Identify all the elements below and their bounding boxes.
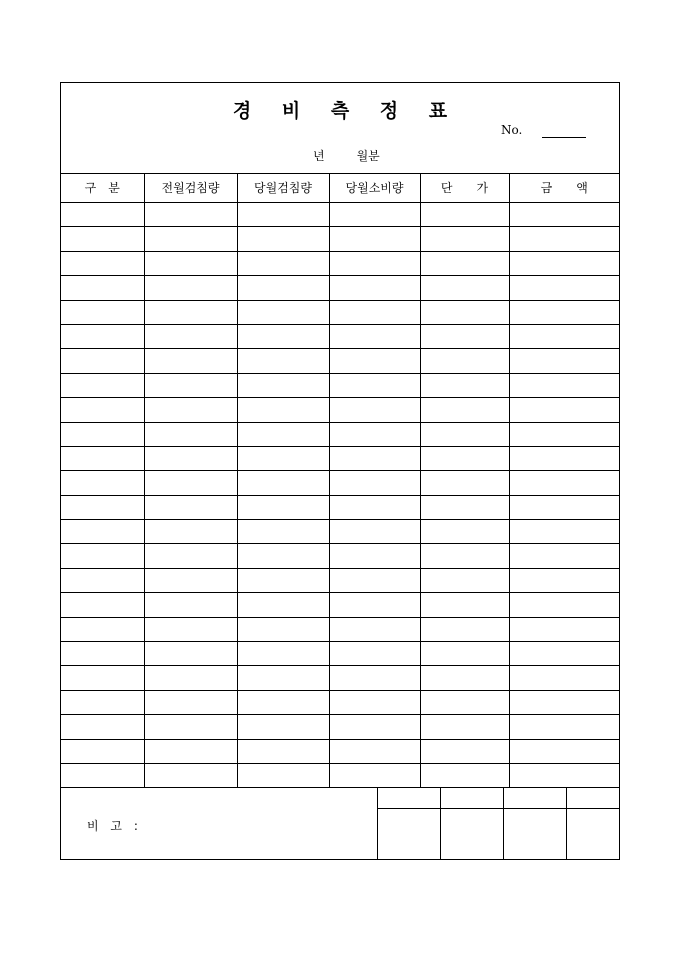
table-row: [61, 593, 619, 617]
cell-category[interactable]: [61, 276, 144, 300]
cell-consumption[interactable]: [329, 446, 420, 470]
cell-category[interactable]: [61, 739, 144, 763]
cell-consumption[interactable]: [329, 642, 420, 666]
table-row: [61, 398, 619, 422]
approval-divider: [377, 808, 619, 809]
cell-consumption[interactable]: [329, 349, 420, 373]
cell-previous-reading[interactable]: [144, 568, 237, 592]
table-row: [61, 446, 619, 470]
cell-current-reading[interactable]: [237, 203, 329, 227]
cell-unit-price[interactable]: [420, 227, 509, 251]
cell-current-reading[interactable]: [237, 373, 329, 397]
cell-current-reading[interactable]: [237, 690, 329, 714]
expense-measurement-form: [60, 82, 620, 860]
table-row: [61, 227, 619, 251]
cell-amount[interactable]: [509, 715, 619, 739]
cell-unit-price[interactable]: [420, 495, 509, 519]
cell-amount[interactable]: [509, 495, 619, 519]
cell-previous-reading[interactable]: [144, 617, 237, 641]
cell-previous-reading[interactable]: [144, 398, 237, 422]
period-label: [313, 147, 380, 164]
cell-current-reading[interactable]: [237, 251, 329, 275]
cell-previous-reading[interactable]: [144, 520, 237, 544]
approval-box-2[interactable]: [440, 787, 504, 859]
cell-category[interactable]: [61, 593, 144, 617]
cell-category[interactable]: [61, 446, 144, 470]
cell-current-reading[interactable]: [237, 398, 329, 422]
column-header-consumption: 당월소비량: [329, 173, 420, 203]
cell-unit-price[interactable]: [420, 593, 509, 617]
cell-consumption[interactable]: [329, 203, 420, 227]
cell-previous-reading[interactable]: [144, 471, 237, 495]
cell-current-reading[interactable]: [237, 300, 329, 324]
cell-consumption[interactable]: [329, 544, 420, 568]
cell-unit-price[interactable]: [420, 276, 509, 300]
cell-category[interactable]: [61, 715, 144, 739]
approval-box-1[interactable]: [377, 787, 441, 859]
cell-amount[interactable]: [509, 520, 619, 544]
cell-current-reading[interactable]: [237, 227, 329, 251]
cell-unit-price[interactable]: [420, 568, 509, 592]
table-row: [61, 739, 619, 763]
cell-category[interactable]: [61, 763, 144, 787]
cell-category[interactable]: [61, 300, 144, 324]
cell-current-reading[interactable]: [237, 642, 329, 666]
cell-unit-price[interactable]: [420, 324, 509, 348]
cell-unit-price[interactable]: [420, 690, 509, 714]
cell-category[interactable]: [61, 398, 144, 422]
cell-category[interactable]: [61, 203, 144, 227]
cell-previous-reading[interactable]: [144, 690, 237, 714]
cell-consumption[interactable]: [329, 398, 420, 422]
document-number-field[interactable]: [542, 137, 586, 138]
cell-previous-reading[interactable]: [144, 763, 237, 787]
cell-consumption[interactable]: [329, 373, 420, 397]
cell-category[interactable]: [61, 349, 144, 373]
cell-consumption[interactable]: [329, 690, 420, 714]
cell-current-reading[interactable]: [237, 763, 329, 787]
cell-previous-reading[interactable]: [144, 324, 237, 348]
table-row: [61, 763, 619, 787]
cell-amount[interactable]: [509, 300, 619, 324]
cell-amount[interactable]: [509, 568, 619, 592]
cell-category[interactable]: [61, 471, 144, 495]
cell-category[interactable]: [61, 544, 144, 568]
cell-current-reading[interactable]: [237, 495, 329, 519]
cell-unit-price[interactable]: [420, 642, 509, 666]
cell-previous-reading[interactable]: [144, 715, 237, 739]
cell-amount[interactable]: [509, 593, 619, 617]
cell-consumption[interactable]: [329, 227, 420, 251]
cell-previous-reading[interactable]: [144, 666, 237, 690]
measurement-table: [61, 173, 619, 788]
cell-current-reading[interactable]: [237, 422, 329, 446]
cell-previous-reading[interactable]: [144, 300, 237, 324]
cell-unit-price[interactable]: [420, 446, 509, 470]
cell-current-reading[interactable]: [237, 471, 329, 495]
cell-consumption[interactable]: [329, 471, 420, 495]
cell-amount[interactable]: [509, 276, 619, 300]
cell-current-reading[interactable]: [237, 349, 329, 373]
cell-consumption[interactable]: [329, 520, 420, 544]
column-header-previous-reading: 전월검침량: [144, 173, 237, 203]
cell-consumption[interactable]: [329, 568, 420, 592]
table-row: [61, 203, 619, 227]
approval-box-3[interactable]: [503, 787, 567, 859]
cell-unit-price[interactable]: [420, 715, 509, 739]
cell-unit-price[interactable]: [420, 763, 509, 787]
table-row: [61, 300, 619, 324]
cell-amount[interactable]: [509, 642, 619, 666]
cell-category[interactable]: [61, 642, 144, 666]
cell-current-reading[interactable]: [237, 544, 329, 568]
cell-amount[interactable]: [509, 227, 619, 251]
cell-category[interactable]: [61, 666, 144, 690]
form-header: [61, 83, 619, 174]
document-number-label: No.: [501, 123, 523, 137]
month-label: 월분: [356, 149, 380, 163]
cell-category[interactable]: [61, 617, 144, 641]
cell-previous-reading[interactable]: [144, 446, 237, 470]
cell-amount[interactable]: [509, 349, 619, 373]
cell-current-reading[interactable]: [237, 593, 329, 617]
table-row: [61, 276, 619, 300]
table-row: [61, 422, 619, 446]
table-header-row: [61, 173, 619, 203]
cell-unit-price[interactable]: [420, 471, 509, 495]
cell-consumption[interactable]: [329, 715, 420, 739]
cell-previous-reading[interactable]: [144, 544, 237, 568]
remarks-label: 비 고 :: [87, 819, 142, 833]
cell-amount[interactable]: [509, 422, 619, 446]
table-row: [61, 373, 619, 397]
cell-previous-reading[interactable]: [144, 739, 237, 763]
column-header-current-reading: 당월검침량: [237, 173, 329, 203]
cell-category[interactable]: [61, 373, 144, 397]
table-row: [61, 568, 619, 592]
cell-amount[interactable]: [509, 471, 619, 495]
cell-amount[interactable]: [509, 251, 619, 275]
cell-amount[interactable]: [509, 324, 619, 348]
cell-current-reading[interactable]: [237, 666, 329, 690]
cell-amount[interactable]: [509, 763, 619, 787]
table-row: [61, 349, 619, 373]
table-row: [61, 690, 619, 714]
cell-amount[interactable]: [509, 739, 619, 763]
cell-amount[interactable]: [509, 373, 619, 397]
cell-previous-reading[interactable]: [144, 373, 237, 397]
table-row: [61, 324, 619, 348]
cell-previous-reading[interactable]: [144, 276, 237, 300]
approval-box-4[interactable]: [566, 787, 619, 859]
cell-category[interactable]: [61, 690, 144, 714]
cell-amount[interactable]: [509, 203, 619, 227]
column-header-unit-price: 단 가: [420, 173, 509, 203]
cell-unit-price[interactable]: [420, 739, 509, 763]
cell-unit-price[interactable]: [420, 349, 509, 373]
cell-amount[interactable]: [509, 690, 619, 714]
table-row: [61, 544, 619, 568]
table-row: [61, 617, 619, 641]
cell-amount[interactable]: [509, 666, 619, 690]
year-label: 년: [313, 149, 325, 163]
cell-previous-reading[interactable]: [144, 642, 237, 666]
table-body: [61, 203, 619, 788]
approval-boxes: [377, 787, 619, 859]
cell-previous-reading[interactable]: [144, 227, 237, 251]
table-row: [61, 495, 619, 519]
cell-current-reading[interactable]: [237, 568, 329, 592]
cell-consumption[interactable]: [329, 739, 420, 763]
cell-unit-price[interactable]: [420, 666, 509, 690]
cell-category[interactable]: [61, 422, 144, 446]
cell-previous-reading[interactable]: [144, 593, 237, 617]
cell-consumption[interactable]: [329, 422, 420, 446]
cell-unit-price[interactable]: [420, 398, 509, 422]
cell-category[interactable]: [61, 227, 144, 251]
cell-current-reading[interactable]: [237, 324, 329, 348]
cell-unit-price[interactable]: [420, 373, 509, 397]
cell-current-reading[interactable]: [237, 446, 329, 470]
table-row: [61, 715, 619, 739]
cell-previous-reading[interactable]: [144, 422, 237, 446]
cell-current-reading[interactable]: [237, 739, 329, 763]
cell-unit-price[interactable]: [420, 251, 509, 275]
cell-unit-price[interactable]: [420, 520, 509, 544]
column-header-category: 구 분: [61, 173, 144, 203]
cell-unit-price[interactable]: [420, 422, 509, 446]
table-row: [61, 471, 619, 495]
cell-consumption[interactable]: [329, 495, 420, 519]
cell-category[interactable]: [61, 251, 144, 275]
cell-previous-reading[interactable]: [144, 203, 237, 227]
cell-category[interactable]: [61, 520, 144, 544]
cell-amount[interactable]: [509, 544, 619, 568]
cell-consumption[interactable]: [329, 276, 420, 300]
cell-consumption[interactable]: [329, 300, 420, 324]
cell-previous-reading[interactable]: [144, 495, 237, 519]
form-footer: [61, 787, 619, 859]
cell-unit-price[interactable]: [420, 617, 509, 641]
cell-current-reading[interactable]: [237, 276, 329, 300]
table-row: [61, 251, 619, 275]
cell-amount[interactable]: [509, 446, 619, 470]
cell-previous-reading[interactable]: [144, 251, 237, 275]
cell-current-reading[interactable]: [237, 715, 329, 739]
table-row: [61, 642, 619, 666]
cell-unit-price[interactable]: [420, 300, 509, 324]
cell-category[interactable]: [61, 324, 144, 348]
cell-unit-price[interactable]: [420, 544, 509, 568]
cell-current-reading[interactable]: [237, 617, 329, 641]
cell-consumption[interactable]: [329, 763, 420, 787]
cell-consumption[interactable]: [329, 617, 420, 641]
cell-consumption[interactable]: [329, 324, 420, 348]
table-row: [61, 666, 619, 690]
cell-unit-price[interactable]: [420, 203, 509, 227]
cell-consumption[interactable]: [329, 251, 420, 275]
cell-category[interactable]: [61, 568, 144, 592]
cell-category[interactable]: [61, 495, 144, 519]
table-row: [61, 520, 619, 544]
column-header-amount: 금 액: [509, 173, 619, 203]
cell-current-reading[interactable]: [237, 520, 329, 544]
cell-amount[interactable]: [509, 398, 619, 422]
form-title: 경 비 측 정 표: [232, 100, 460, 122]
cell-amount[interactable]: [509, 617, 619, 641]
cell-previous-reading[interactable]: [144, 349, 237, 373]
cell-consumption[interactable]: [329, 593, 420, 617]
cell-consumption[interactable]: [329, 666, 420, 690]
